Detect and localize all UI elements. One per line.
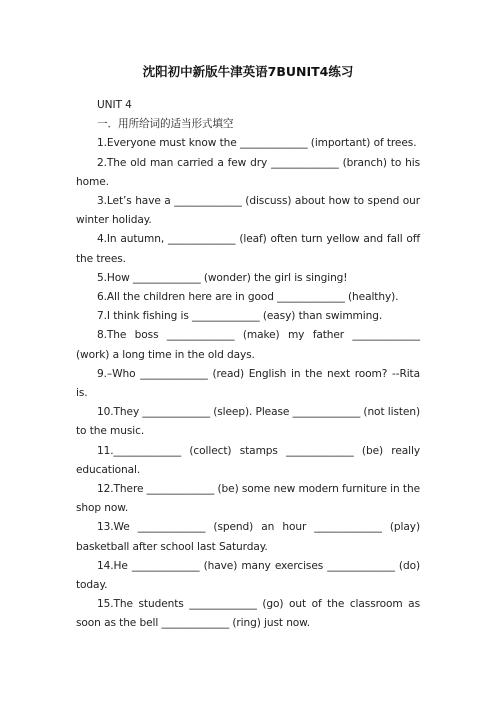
question-12: 12.There _____________ (be) some new modern furniture in the shop now.	[76, 483, 420, 515]
question-1: 1.Everyone must know the _____________ (important) of trees.	[97, 137, 417, 150]
question-2: 2.The old man carried a few dry _____________ (branch) to his home.	[76, 156, 420, 188]
question-14: 14.He _____________ (have) many exercises _____________ (do) today.	[76, 559, 420, 592]
question-8: 8.The boss _____________ (make) my father _____________ (work) a long time in the old days.	[76, 329, 420, 361]
question-9: 9.–Who _____________ (read) English in the next room? --Rita is.	[76, 367, 420, 400]
question-4: 4.In autumn, _____________ (leaf) often turn yellow and fall off the trees.	[76, 233, 420, 265]
question-7: 7.I think fishing is _____________ (easy) than swimming.	[97, 310, 383, 323]
section-heading: 一．用所给词的适当形式填空	[97, 118, 234, 131]
question-3: 3.Let’s have a _____________ (discuss) about how to spend our winter holiday.	[76, 195, 420, 227]
question-11: 11._____________ (collect) stamps _____________ (be) really educational.	[76, 444, 420, 476]
document-title: 沈阳初中新版牛津英语7BUNIT4练习	[142, 64, 354, 79]
question-13: 13.We _____________ (spend) an hour _____________ (play) basketball after school last Saturday.	[76, 521, 420, 553]
exercise-content	[76, 96, 420, 634]
question-5: 5.How _____________ (wonder) the girl is singing!	[97, 271, 348, 284]
question-15: 15.The students _____________ (go) out of the classroom as soon as the bell _____________ (ring) just now.	[76, 598, 420, 630]
unit-heading: UNIT 4	[97, 99, 132, 111]
question-6: 6.All the children here are in good _____________ (healthy).	[97, 291, 399, 304]
question-10: 10.They _____________ (sleep). Please _____________ (not listen) to the music.	[76, 406, 420, 438]
